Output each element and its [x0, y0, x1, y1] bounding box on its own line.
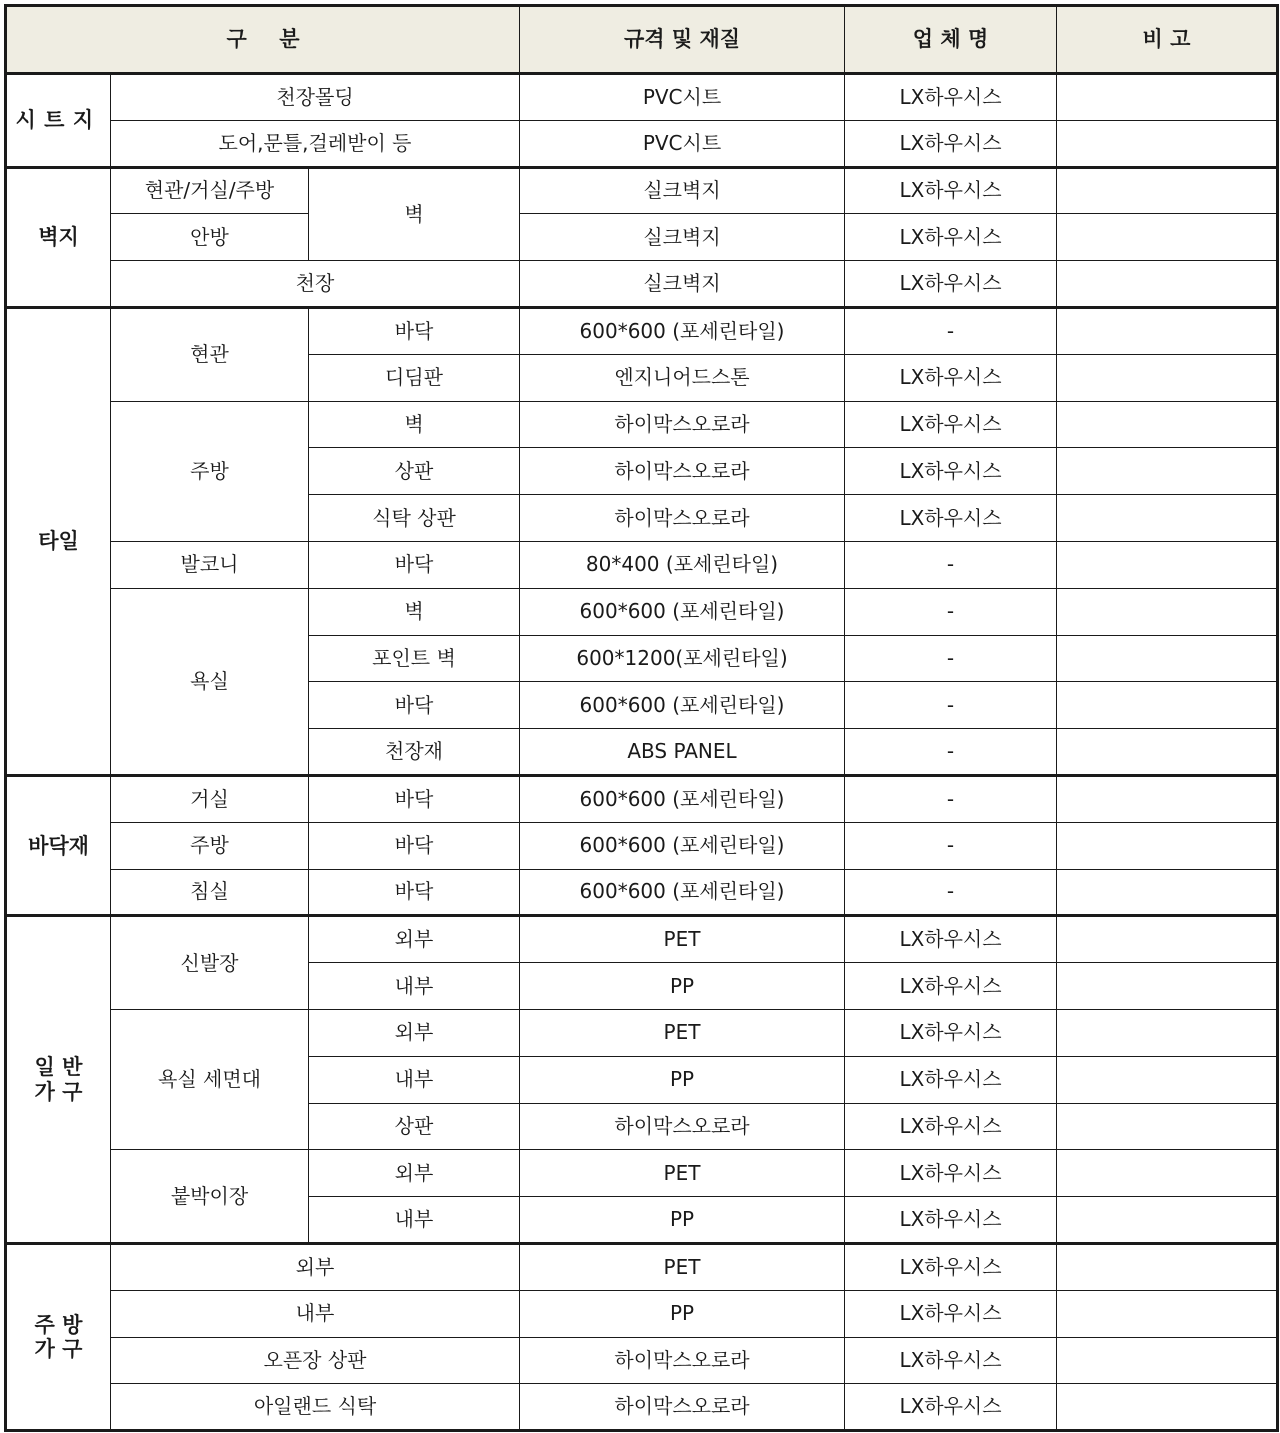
category-sheet: 시트지 — [6, 74, 111, 168]
note-cell — [1057, 74, 1278, 121]
note-cell — [1057, 307, 1278, 354]
table-row — [6, 869, 1278, 916]
table-row — [6, 541, 1278, 588]
spec-cell: 600*600 (포세린타일) — [520, 307, 845, 354]
note-cell — [1057, 822, 1278, 869]
vendor-cell: - — [845, 635, 1057, 682]
spec-cell: 실크벽지 — [520, 261, 845, 308]
note-cell — [1057, 1056, 1278, 1103]
vendor-cell: LX하우시스 — [845, 448, 1057, 495]
vendor-cell: - — [845, 869, 1057, 916]
part-cell: 포인트 벽 — [309, 635, 520, 682]
note-cell — [1057, 261, 1278, 308]
part-cell: 천장재 — [309, 729, 520, 776]
part-cell: 바닥 — [309, 869, 520, 916]
table-row — [6, 261, 1278, 308]
vendor-cell: - — [845, 588, 1057, 635]
spec-cell: PP — [520, 1290, 845, 1337]
note-cell — [1057, 1150, 1278, 1197]
note-cell — [1057, 1290, 1278, 1337]
spec-cell: 80*400 (포세린타일) — [520, 541, 845, 588]
vendor-cell: LX하우시스 — [845, 1243, 1057, 1290]
item-cell: 도어,문틀,걸레받이 등 — [111, 120, 520, 167]
spec-cell: 600*600 (포세린타일) — [520, 588, 845, 635]
item-cell: 욕실 세면대 — [111, 1009, 309, 1149]
note-cell — [1057, 1337, 1278, 1384]
spec-cell: PET — [520, 916, 845, 963]
vendor-cell: LX하우시스 — [845, 1103, 1057, 1150]
category-label-line: 가 구 — [34, 1337, 83, 1362]
part-cell: 상판 — [309, 1103, 520, 1150]
spec-cell: 엔지니어드스톤 — [520, 354, 845, 401]
part-cell: 벽 — [309, 167, 520, 261]
part-cell: 벽 — [309, 588, 520, 635]
spec-cell: PVC시트 — [520, 74, 845, 121]
category-label-line: 가 구 — [34, 1079, 83, 1104]
table-row — [6, 588, 1278, 635]
note-cell — [1057, 214, 1278, 261]
spec-cell: 600*600 (포세린타일) — [520, 869, 845, 916]
table-row — [6, 1384, 1278, 1431]
spec-cell: PP — [520, 963, 845, 1010]
header-vendor: 업 체 명 — [845, 6, 1057, 74]
part-cell: 외부 — [309, 1150, 520, 1197]
table-row — [6, 1243, 1278, 1290]
spec-cell: 하이막스오로라 — [520, 448, 845, 495]
spec-cell: 600*1200(포세린타일) — [520, 635, 845, 682]
category-general-furniture — [6, 916, 111, 1244]
note-cell — [1057, 729, 1278, 776]
spec-cell: PET — [520, 1150, 845, 1197]
note-cell — [1057, 448, 1278, 495]
note-cell — [1057, 1243, 1278, 1290]
part-cell: 내부 — [309, 1056, 520, 1103]
part-cell: 바닥 — [309, 682, 520, 729]
item-cell: 주방 — [111, 822, 309, 869]
table-row — [6, 822, 1278, 869]
vendor-cell: LX하우시스 — [845, 167, 1057, 214]
note-cell — [1057, 588, 1278, 635]
vendor-cell: LX하우시스 — [845, 963, 1057, 1010]
part-cell: 외부 — [309, 1009, 520, 1056]
part-cell: 디딤판 — [309, 354, 520, 401]
part-cell: 외부 — [309, 916, 520, 963]
spec-cell: 실크벽지 — [520, 214, 845, 261]
spec-cell: PET — [520, 1243, 845, 1290]
category-label-line: 일 반 — [34, 1055, 83, 1080]
vendor-cell: LX하우시스 — [845, 1197, 1057, 1244]
part-cell: 바닥 — [309, 307, 520, 354]
vendor-cell: LX하우시스 — [845, 401, 1057, 448]
table-row — [6, 1290, 1278, 1337]
table-row — [6, 1009, 1278, 1056]
item-cell: 침실 — [111, 869, 309, 916]
vendor-cell: LX하우시스 — [845, 261, 1057, 308]
category-tile: 타일 — [6, 307, 111, 775]
item-cell: 안방 — [111, 214, 309, 261]
vendor-cell: LX하우시스 — [845, 74, 1057, 121]
table-row — [6, 1150, 1278, 1197]
materials-table — [4, 4, 1279, 1432]
header-category: 구 분 — [6, 6, 520, 74]
spec-cell: PP — [520, 1197, 845, 1244]
note-cell — [1057, 869, 1278, 916]
note-cell — [1057, 541, 1278, 588]
table-row — [6, 401, 1278, 448]
category-kitchen-furniture — [6, 1243, 111, 1430]
item-cell: 오픈장 상판 — [111, 1337, 520, 1384]
note-cell — [1057, 916, 1278, 963]
part-cell: 바닥 — [309, 822, 520, 869]
spec-cell: 하이막스오로라 — [520, 1337, 845, 1384]
table-row — [6, 74, 1278, 121]
vendor-cell: LX하우시스 — [845, 214, 1057, 261]
note-cell — [1057, 682, 1278, 729]
spec-cell: PP — [520, 1056, 845, 1103]
vendor-cell: LX하우시스 — [845, 1009, 1057, 1056]
table-row — [6, 1337, 1278, 1384]
note-cell — [1057, 495, 1278, 542]
part-cell: 벽 — [309, 401, 520, 448]
item-cell: 신발장 — [111, 916, 309, 1010]
category-label-line: 주 방 — [34, 1312, 83, 1337]
vendor-cell: - — [845, 682, 1057, 729]
vendor-cell: LX하우시스 — [845, 1337, 1057, 1384]
spec-cell: 600*600 (포세린타일) — [520, 822, 845, 869]
item-cell: 붙박이장 — [111, 1150, 309, 1244]
note-cell — [1057, 1009, 1278, 1056]
category-wallpaper: 벽지 — [6, 167, 111, 307]
table-row — [6, 214, 1278, 261]
note-cell — [1057, 635, 1278, 682]
vendor-cell: LX하우시스 — [845, 1150, 1057, 1197]
vendor-cell: LX하우시스 — [845, 1056, 1057, 1103]
item-cell: 현관/거실/주방 — [111, 167, 309, 214]
note-cell — [1057, 120, 1278, 167]
vendor-cell: - — [845, 775, 1057, 822]
item-cell: 거실 — [111, 775, 309, 822]
category-flooring: 바닥재 — [6, 775, 111, 915]
note-cell — [1057, 167, 1278, 214]
spec-cell: 하이막스오로라 — [520, 1103, 845, 1150]
note-cell — [1057, 1197, 1278, 1244]
header-note: 비 고 — [1057, 6, 1278, 74]
item-cell: 천장몰딩 — [111, 74, 520, 121]
vendor-cell: LX하우시스 — [845, 495, 1057, 542]
part-cell: 바닥 — [309, 775, 520, 822]
vendor-cell: - — [845, 822, 1057, 869]
item-cell: 천장 — [111, 261, 520, 308]
part-cell: 식탁 상판 — [309, 495, 520, 542]
note-cell — [1057, 401, 1278, 448]
table-row — [6, 167, 1278, 214]
spec-cell: 하이막스오로라 — [520, 401, 845, 448]
note-cell — [1057, 1103, 1278, 1150]
header-row — [6, 6, 1278, 74]
table-row — [6, 120, 1278, 167]
part-cell: 바닥 — [309, 541, 520, 588]
item-cell: 아일랜드 식탁 — [111, 1384, 520, 1431]
part-cell: 내부 — [309, 1197, 520, 1244]
spec-cell: 600*600 (포세린타일) — [520, 682, 845, 729]
spec-cell: 하이막스오로라 — [520, 1384, 845, 1431]
vendor-cell: LX하우시스 — [845, 1384, 1057, 1431]
item-cell: 현관 — [111, 307, 309, 401]
note-cell — [1057, 963, 1278, 1010]
note-cell — [1057, 775, 1278, 822]
item-cell: 내부 — [111, 1290, 520, 1337]
item-cell: 발코니 — [111, 541, 309, 588]
vendor-cell: LX하우시스 — [845, 1290, 1057, 1337]
vendor-cell: - — [845, 541, 1057, 588]
note-cell — [1057, 1384, 1278, 1431]
part-cell: 내부 — [309, 963, 520, 1010]
spec-cell: PET — [520, 1009, 845, 1056]
vendor-cell: LX하우시스 — [845, 120, 1057, 167]
spec-cell: 실크벽지 — [520, 167, 845, 214]
table-row — [6, 775, 1278, 822]
item-cell: 외부 — [111, 1243, 520, 1290]
vendor-cell: LX하우시스 — [845, 354, 1057, 401]
table-row — [6, 307, 1278, 354]
spec-cell: 600*600 (포세린타일) — [520, 775, 845, 822]
note-cell — [1057, 354, 1278, 401]
vendor-cell: - — [845, 729, 1057, 776]
item-cell: 주방 — [111, 401, 309, 541]
spec-cell: PVC시트 — [520, 120, 845, 167]
part-cell: 상판 — [309, 448, 520, 495]
spec-cell: ABS PANEL — [520, 729, 845, 776]
table-row — [6, 916, 1278, 963]
header-spec: 규격 및 재질 — [520, 6, 845, 74]
item-cell: 욕실 — [111, 588, 309, 775]
vendor-cell: - — [845, 307, 1057, 354]
spec-cell: 하이막스오로라 — [520, 495, 845, 542]
vendor-cell: LX하우시스 — [845, 916, 1057, 963]
